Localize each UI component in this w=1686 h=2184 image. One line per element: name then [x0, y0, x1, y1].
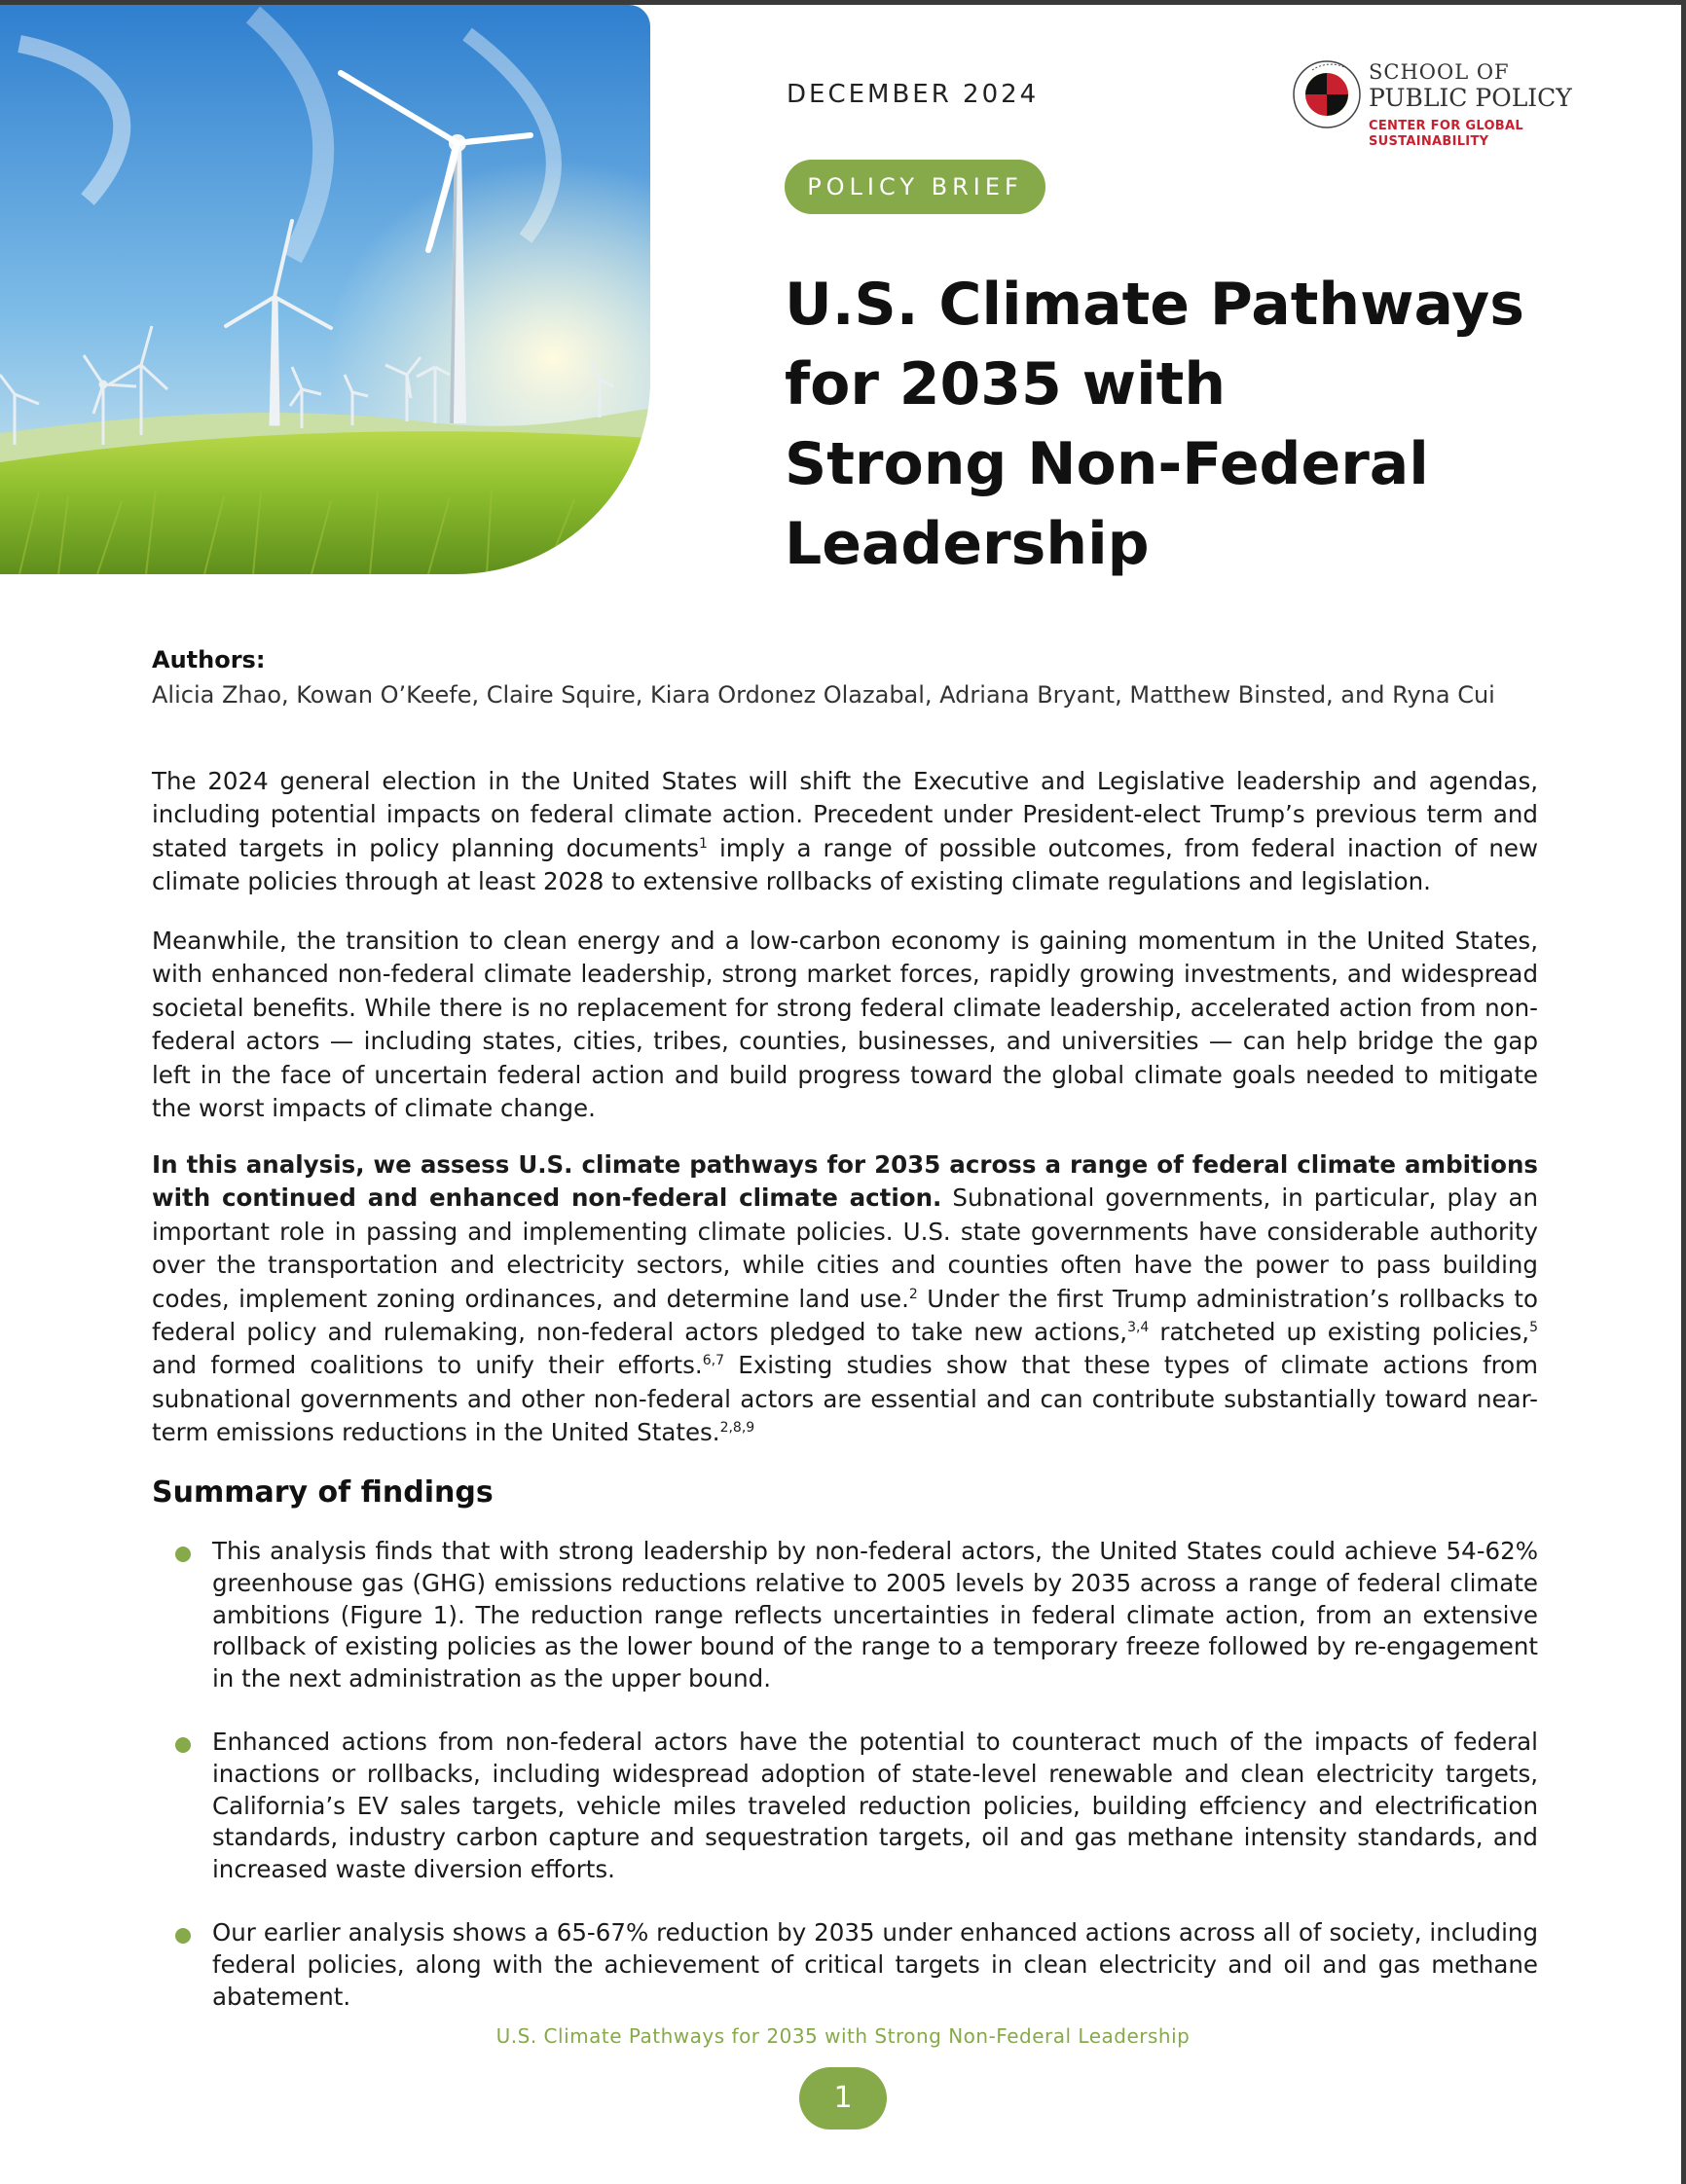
bullet-text: Enhanced actions from non-federal actors have the potential to counteract much of the impacts of federal inactions or rollbacks, including widespread adoption of state-level renewable and clean electricity targets, California’s EV sales targets, vehicle miles traveled reduction policies, building effciency and electrification standards, industry carbon capture and sequestration targets, oil and gas methane intensity standards, and increased waste diversion efforts. [212, 1727, 1538, 1884]
text-run: The 2024 general election in the United States will shift the Executive and Legislative leadership and agendas, including potential impacts on federal climate action. Precedent under President-elect Trump’s previous term and stated targets in policy planning documents [152, 767, 1538, 862]
text-run: ratcheted up existing policies, [1149, 1318, 1530, 1347]
bullet-dot-icon [175, 1737, 191, 1753]
bullet-dot-icon [175, 1928, 191, 1944]
policy-brief-badge: POLICY BRIEF [785, 160, 1045, 214]
findings-list [175, 1536, 1538, 2044]
list-item [175, 1727, 1538, 1886]
bullet-text: This analysis finds that with strong leadership by non-federal actors, the United States could achieve 54-62% greenhouse gas (GHG) emissions reductions relative to 2005 levels by 2035 across a range of federal climate ambitions (Figure 1). The reduction range reflects uncertainties in federal climate action, from an extensive rollback of existing policies as the lower bound of the range to a temporary freeze followed by re-engagement in the next administration as the upper bound. [212, 1537, 1538, 1693]
logo-line-school-of: SCHOOL OF [1369, 60, 1510, 84]
paragraph-election [152, 765, 1538, 899]
footnote-ref[interactable]: 6,7 [702, 1353, 724, 1369]
bullet-text: Our earlier analysis shows a 65-67% reduction by 2035 under enhanced actions across all of society, including federal policies, along with the achievement of critical targets in clean electricity and oil and gas methane abatement. [212, 1917, 1538, 2011]
authors-list: Alicia Zhao, Kowan O’Keefe, Claire Squire, Kiara Ordonez Olazabal, Adriana Bryant, Matthew Binsted, and Ryna Cui [152, 681, 1495, 709]
umd-school-of-public-policy-logo [1291, 58, 1583, 156]
logo-line-center: CENTER FOR GLOBAL SUSTAINABILITY [1369, 119, 1523, 149]
logo-line-public-policy: PUBLIC POLICY [1369, 84, 1572, 112]
list-item [175, 1917, 1538, 2013]
wind-turbine-hero-image [0, 5, 650, 574]
authors-heading: Authors: [152, 646, 266, 673]
footnote-ref[interactable]: 1 [699, 835, 708, 852]
title-line: U.S. Climate Pathways [785, 271, 1524, 339]
text-run: Meanwhile, the transition to clean energy and a low-carbon economy is gaining momentum in the United States, with enhanced non-federal climate leadership, strong market forces, rapidly growing investments, and widespread societal benefits. While there is no replacement for strong federal climate leadership, accelerated action from non-federal actors — including states, cities, tribes, counties, businesses, and universities — can help bridge the gap left in the face of uncertain federal action and build progress toward the global climate goals needed to mitigate the worst impacts of climate change. [152, 927, 1538, 1123]
footnote-ref[interactable]: 3,4 [1127, 1319, 1150, 1335]
umd-seal-icon [1291, 58, 1364, 131]
footnote-ref[interactable]: 2 [908, 1286, 918, 1302]
title-line: for 2035 with [785, 350, 1227, 419]
document-title [785, 265, 1612, 584]
list-item [175, 1536, 1538, 1695]
title-line: Leadership [785, 510, 1150, 578]
text-run: Under the first Trump administration’s rollbacks to federal policy and rulemaking, non-federal actors pledged to take new actions, [152, 1284, 1538, 1347]
bold-lead: In this analysis, we assess U.S. climate pathways for 2035 across a range of federal climate ambitions with continued and enhanced non-federal climate action. [152, 1150, 1538, 1213]
publication-date: DECEMBER 2024 [787, 80, 1040, 109]
running-footer: U.S. Climate Pathways for 2035 with Strong Non-Federal Leadership [495, 2024, 1191, 2048]
page-number: 1 [799, 2067, 887, 2129]
bullet-dot-icon [175, 1547, 191, 1562]
right-border [1681, 0, 1686, 2184]
summary-heading: Summary of findings [152, 1475, 494, 1510]
text-run: and formed coalitions to unify their efforts. [152, 1351, 703, 1380]
footnote-ref[interactable]: 5 [1529, 1319, 1538, 1335]
footnote-ref[interactable]: 2,8,9 [719, 1420, 755, 1437]
text-run: Subnational governments, in particular, play an important role in passing and implementing climate policies. U.S. state governments have considerable authority over the transportation and electricity sectors, while cities and counties often have the power to pass building codes, implement zoning ordinances, and determine land use. [152, 1183, 1538, 1313]
paragraph-transition [152, 925, 1538, 1125]
text-run: imply a range of possible outcomes, from federal inaction of new climate policies through at least 2028 to extensive rollbacks of existing climate regulations and legislation. [152, 833, 1538, 896]
paragraph-analysis [152, 1148, 1538, 1450]
text-run: Existing studies show that these types of climate actions from subnational governments and other non-federal actors are essential and can contribute substantially toward near-term emissions reductions in the United States. [152, 1351, 1538, 1447]
title-line: Strong Non-Federal [785, 430, 1429, 498]
